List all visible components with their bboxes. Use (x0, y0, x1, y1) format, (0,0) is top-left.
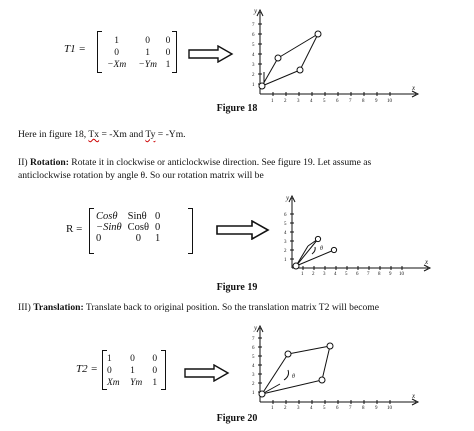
tick-label: 9 (375, 406, 378, 410)
tick-label: 5 (345, 272, 348, 276)
tick-label: 6 (336, 99, 339, 102)
tick-label: 4 (252, 364, 255, 369)
tick-label: 1 (252, 83, 255, 88)
matrix-cell: 0 (145, 36, 151, 46)
tick-label: 3 (252, 373, 255, 378)
section-number: II) (18, 157, 28, 168)
tick-label: 5 (284, 222, 287, 227)
tick-label: 10 (387, 406, 392, 410)
tick-label: 6 (252, 346, 255, 351)
matrix-cell: Ym (130, 378, 143, 388)
axis-label-y: y (254, 324, 258, 332)
matrix-cell: 1 (107, 354, 112, 364)
section-text: Rotate it in clockwise or anticlockwise direction. See figure 19. Let assume as (68, 157, 372, 168)
matrix-cell: 0 (155, 222, 161, 233)
tick-label: 7 (349, 406, 352, 410)
angle-label: θ (320, 246, 323, 252)
matrix-cell: Sinθ (127, 211, 147, 222)
figure-18-caption: Figure 18 (216, 103, 258, 114)
tick-label: 4 (310, 99, 313, 102)
matrix-cell: 0 (155, 211, 161, 222)
tick-label: 3 (252, 63, 255, 68)
matrix-cell: 1 (114, 36, 120, 46)
tick-label: 5 (323, 406, 326, 410)
tick-label: 5 (252, 43, 255, 48)
section-rotation (18, 157, 371, 169)
matrix-cell: −Xm (107, 60, 127, 70)
matrix-cell: 0 (165, 48, 171, 58)
tick-label: 8 (362, 406, 365, 410)
tick-label: 6 (336, 406, 339, 410)
tick-label: 10 (387, 99, 392, 102)
figure-20-caption: Figure 20 (216, 413, 258, 424)
section-text: Translate back to original position. So the translation matrix T2 will become (83, 302, 379, 313)
figure-20-graph (248, 324, 420, 410)
matrix-r-label: R = (66, 223, 83, 235)
tick-label: 8 (378, 272, 381, 276)
tick-label: 6 (252, 33, 255, 38)
figure-18 (0, 0, 474, 118)
matrix-cell: Cosθ (96, 211, 118, 222)
matrix-cell: −Sinθ (96, 222, 122, 233)
matrix-t1-label: T1 = (64, 43, 86, 55)
matrix-cell: Cosθ (127, 222, 150, 233)
matrix-t1 (98, 32, 176, 72)
tick-label: 5 (252, 355, 255, 360)
figure-20 (0, 318, 474, 431)
tick-label: 5 (323, 99, 326, 102)
figure-19-graph (282, 194, 432, 276)
matrix-cell: −Ym (138, 60, 157, 70)
tick-label: 1 (271, 406, 274, 410)
paragraph-figure18-note (18, 129, 186, 141)
figure-18-graph (248, 6, 420, 102)
arrow-right-icon (188, 45, 234, 63)
angle-label: θ (292, 374, 295, 380)
section-number: III) (18, 302, 31, 313)
matrix-cell: 0 (96, 233, 102, 244)
matrix-cell: 0 (152, 366, 158, 376)
tick-label: 7 (367, 272, 370, 276)
tick-label: 2 (284, 406, 287, 410)
section-heading: Rotation: (30, 157, 69, 168)
axis-label-x: x (425, 258, 429, 266)
tick-label: 1 (284, 258, 287, 263)
matrix-cell: 0 (107, 366, 112, 376)
matrix-r (90, 209, 192, 253)
figure-19 (0, 188, 474, 296)
tick-label: 9 (389, 272, 392, 276)
tick-label: 2 (252, 73, 255, 78)
tick-label: 6 (284, 213, 287, 218)
matrix-cell: 0 (135, 233, 141, 244)
tick-label: 7 (252, 337, 255, 342)
tick-label: 2 (252, 382, 255, 387)
tick-label: 7 (349, 99, 352, 102)
axis-label-y: y (286, 194, 290, 202)
axis-label-y: y (254, 7, 258, 15)
axis-label-x: x (412, 392, 416, 400)
tick-label: 7 (252, 23, 255, 28)
section-translation (18, 302, 379, 314)
tick-label: 3 (284, 240, 287, 245)
arrow-right-icon (184, 364, 230, 382)
tick-label: 2 (284, 249, 287, 254)
matrix-cell: 1 (152, 378, 158, 388)
arrow-right-icon (216, 220, 270, 240)
para1-ty: Ty (145, 129, 156, 140)
tick-label: 6 (356, 272, 359, 276)
matrix-cell: 1 (155, 233, 161, 244)
tick-label: 1 (301, 272, 304, 276)
tick-label: 4 (334, 272, 337, 276)
para1-tx: Tx (88, 129, 100, 140)
tick-label: 2 (284, 99, 287, 102)
tick-label: 8 (362, 99, 365, 102)
matrix-cell: 1 (130, 366, 135, 376)
tick-label: 4 (252, 53, 255, 58)
tick-label: 3 (297, 406, 300, 410)
para1-prefix: Here in figure 18, (18, 129, 89, 140)
tick-label: 2 (312, 272, 315, 276)
section-rotation-line2: anticlockwise rotation by angle θ. So our rotation matrix will be (18, 170, 264, 181)
para1-suffix: = -Ym. (155, 129, 186, 140)
matrix-cell: 1 (165, 60, 171, 70)
tick-label: 10 (399, 272, 404, 276)
matrix-t2-label: T2 = (76, 363, 98, 375)
matrix-cell: 0 (165, 36, 171, 46)
tick-label: 4 (284, 231, 287, 236)
tick-label: 1 (252, 391, 255, 396)
tick-label: 4 (310, 406, 313, 410)
matrix-t2 (103, 351, 165, 389)
section-heading: Translation: (33, 302, 84, 313)
matrix-cell: 0 (130, 354, 135, 364)
matrix-cell: 0 (152, 354, 158, 364)
tick-label: 3 (297, 99, 300, 102)
para1-mid: = -Xm and (99, 129, 146, 140)
tick-label: 1 (271, 99, 274, 102)
matrix-cell: 0 (114, 48, 120, 58)
tick-label: 9 (375, 99, 378, 102)
matrix-cell: Xm (107, 378, 120, 388)
tick-label: 3 (323, 272, 326, 276)
axis-label-x: x (412, 84, 416, 92)
matrix-cell: 1 (145, 48, 151, 58)
figure-19-caption: Figure 19 (216, 282, 258, 293)
